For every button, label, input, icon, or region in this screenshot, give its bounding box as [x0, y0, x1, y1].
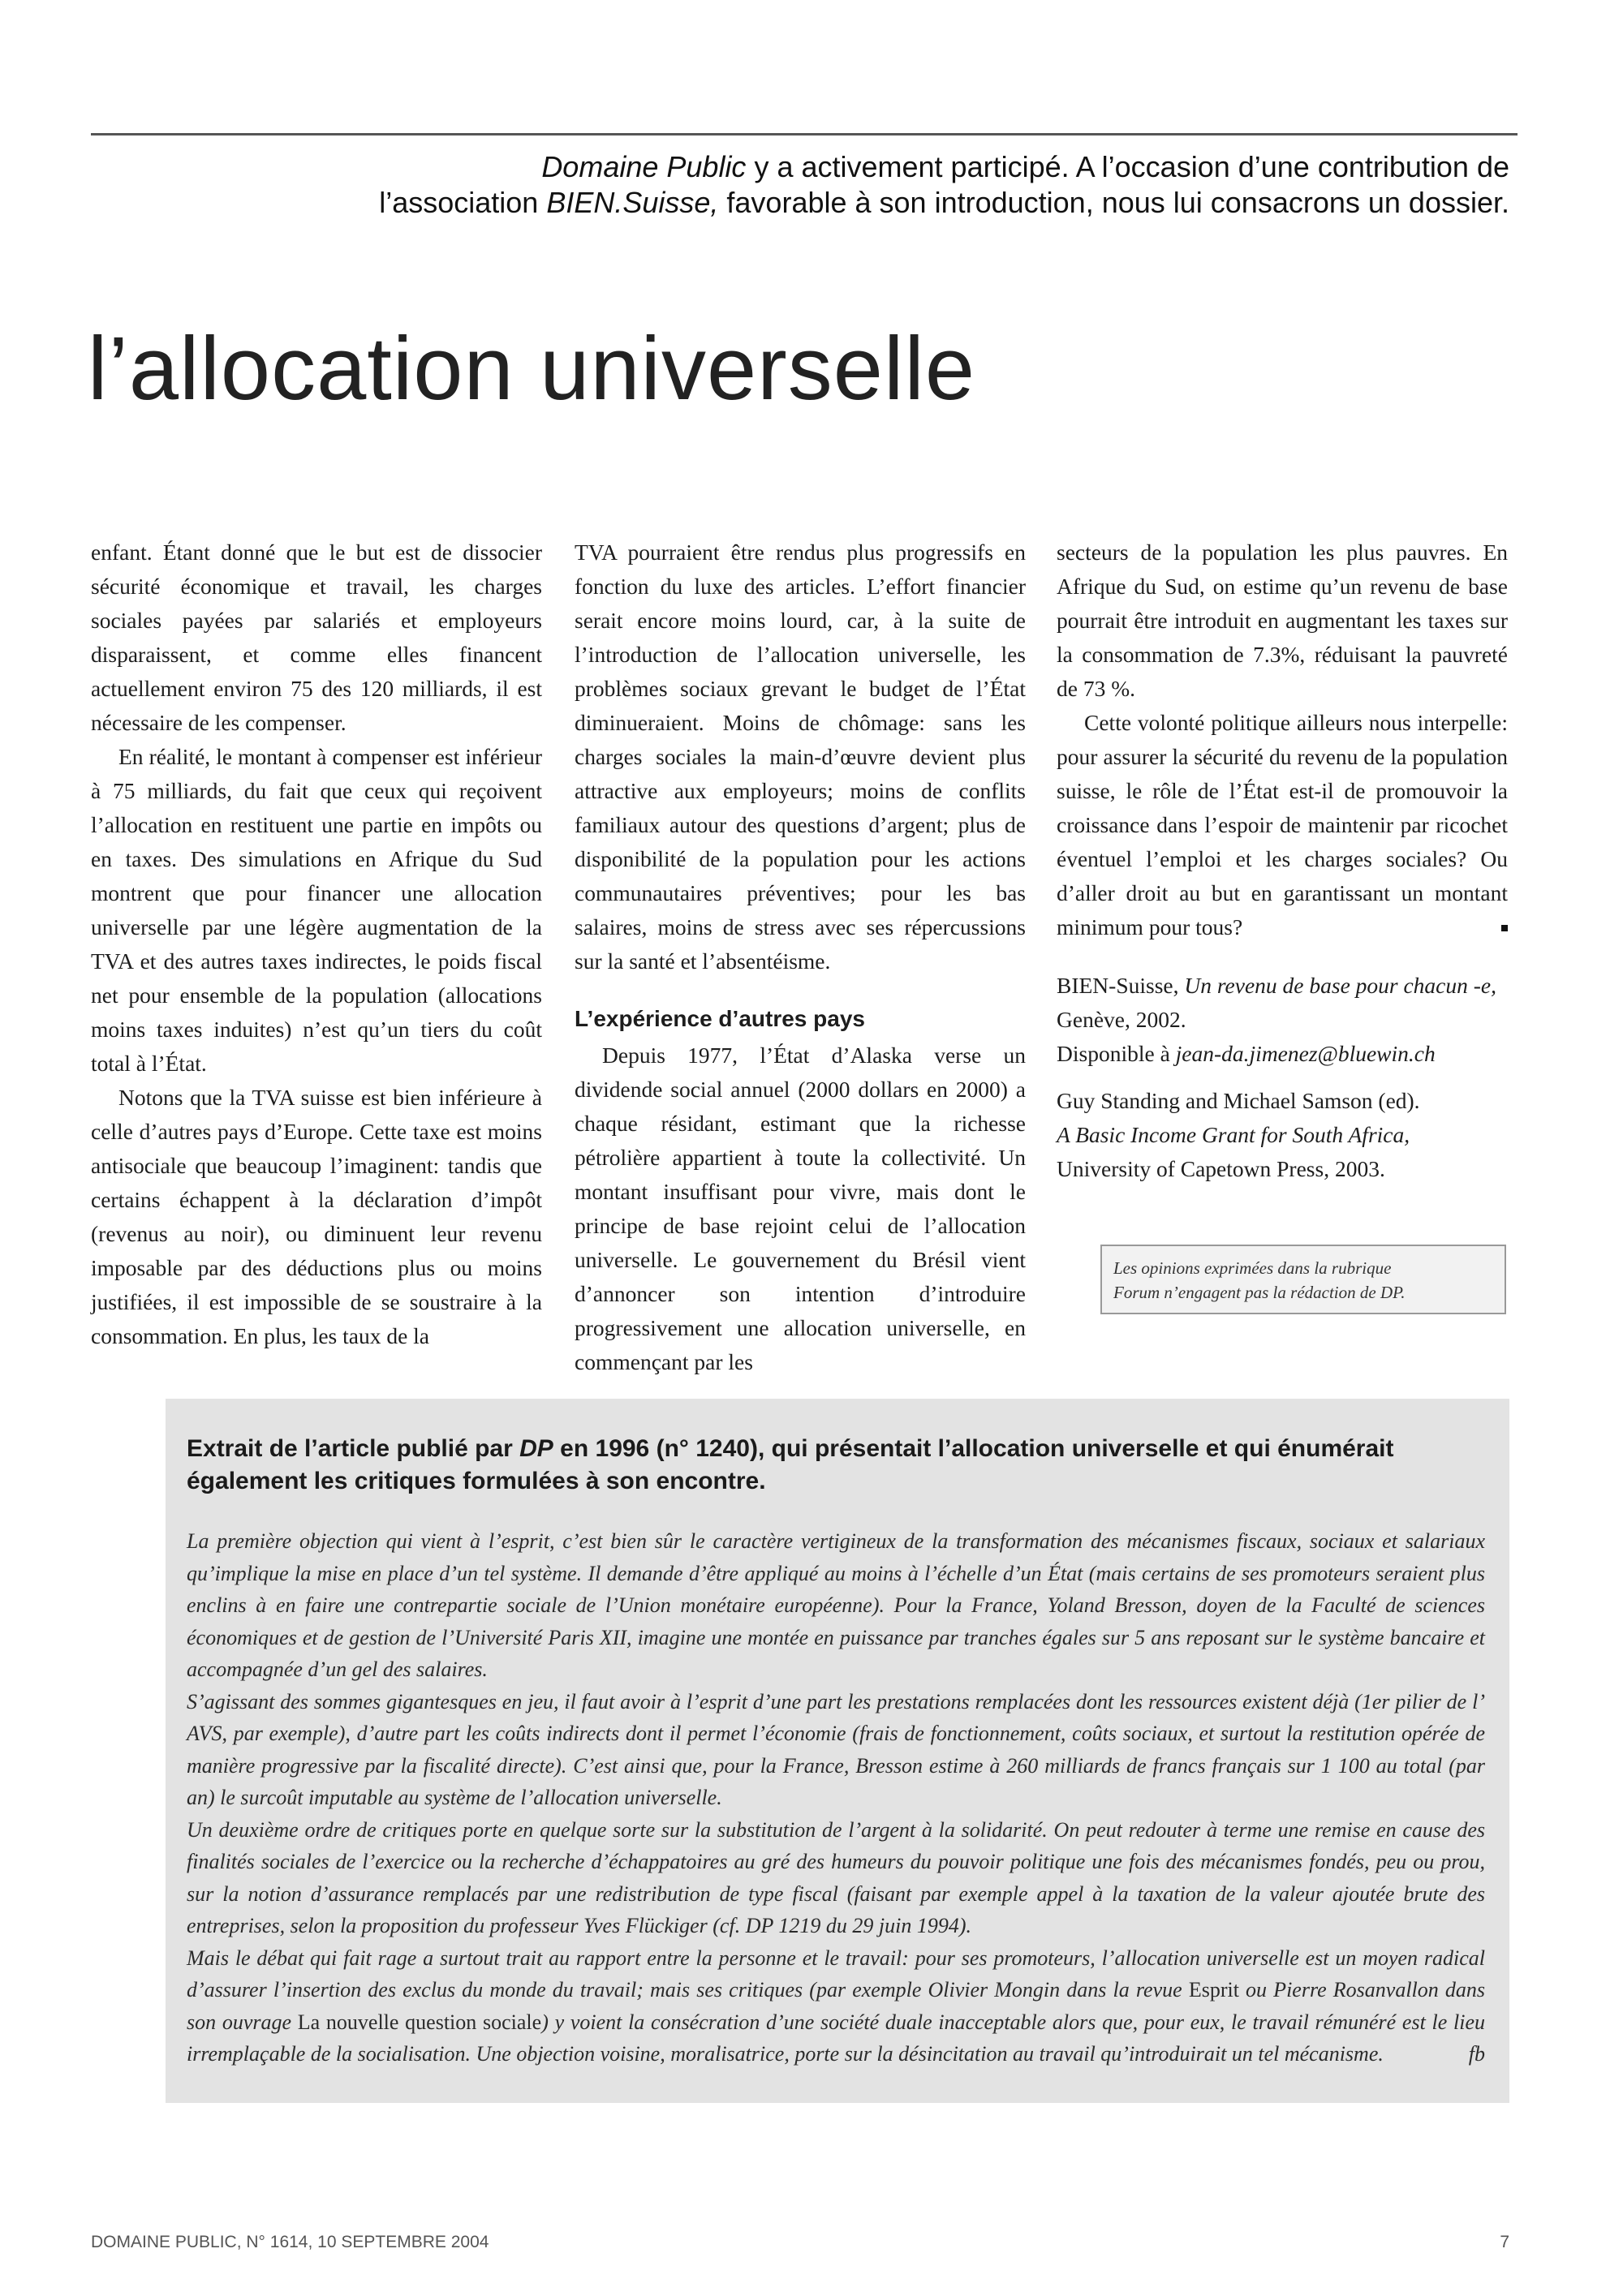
excerpt-title-dp: DP	[519, 1435, 553, 1462]
bib-1-title: Un revenu de base pour chacun -e,	[1184, 973, 1496, 998]
col2-paragraph-2: Depuis 1977, l’État d’Alaska verse un dividende social annuel (2000 dollars en 2000) a chaque résidant, estimant que la richesse pétrolière appartient à toute la collectivité. Un montant insuffisant pour vivre, mais dont le principe de base rejoint celui de l’allocation universelle. Le gouvernement du Brésil vient d’annoncer son intention d’introduire progressivement une allocation universelle, en commençant par les	[575, 1043, 1026, 1374]
excerpt-box	[166, 1399, 1509, 2103]
excerpt-title-start: Extrait de l’article publié par	[187, 1435, 520, 1462]
excerpt-p4-part-b: ou Pierre Rosanvallon dans son ouvrage	[187, 1978, 1486, 2034]
excerpt-paragraph-2: S’agissant des sommes gigantesques en jeu, il faut avoir à l’esprit d’une part les prestations remplacées dont les ressources existent déjà (1er pilier de l’ AVS, par exemple), d’autre part les coûts indirects dont il permet l’économie (frais de fonctionnement, coûts sociaux, et surtout la restitution opérée de manière progressive par la fiscalité directe). C’est ainsi que, pour la France, Bresson estime à 260 milliards de francs français sur 1 100 au total (par an) le surcoût imputable au système de l’allocation universelle.	[187, 1689, 1485, 1809]
excerpt-p4-book: La nouvelle question sociale	[297, 2010, 542, 2034]
disclaimer-line-2: Forum n’engagent pas la rédaction de DP.	[1113, 1283, 1406, 1302]
intro-publication-name: Domaine Public	[541, 150, 747, 183]
intro-standfirst	[91, 149, 1509, 221]
bibliography	[1057, 969, 1508, 1186]
col1-paragraph-1: enfant. Étant donné que le but est de dissocier sécurité économique et travail, les charges sociales payées par salariés et employeurs disparaissent, et comme elles financent actuellement environ 75 des 120 milliards, il est nécessaire de les compenser.	[91, 540, 542, 735]
end-of-article-icon	[1501, 925, 1508, 931]
contact-email-link[interactable]: jean-da.jimenez@bluewin.ch	[1175, 1041, 1436, 1066]
article-headline: l’allocation universelle	[88, 319, 976, 419]
excerpt-p4-part-c: ) y voient la consécration d’une société duale inacceptable alors que, pour eux, le travail rémunéré est le lieu irremplaçable de la socialisation. Une objection voisine, moralisatrice, porte sur la désincitation au travail qu’introduirait un tel mécanisme.	[187, 2010, 1485, 2066]
intro-line-2	[91, 185, 1509, 221]
top-rule	[91, 133, 1518, 135]
bib-entry-2	[1057, 1037, 1508, 1071]
page-number: 7	[1500, 2233, 1509, 2251]
column-1	[91, 535, 542, 1353]
intro-line-1	[91, 149, 1509, 185]
footer-publication-info: DOMAINE PUBLIC, N° 1614, 10 SEPTEMBRE 2004	[91, 2233, 489, 2251]
excerpt-p4-journal: Esprit	[1188, 1978, 1239, 2001]
disclaimer-line-1: Les opinions exprimées dans la rubrique	[1113, 1258, 1392, 1278]
excerpt-title	[187, 1433, 1485, 1498]
col1-paragraph-2: En réalité, le montant à compenser est inférieur à 75 milliards, du fait que ceux qui reçoivent l’allocation en restituent une partie en impôts ou en taxes. Des simulations en Afrique du Sud montrent que pour financer une allocation universelle par une légère augmentation de la TVA et des autres taxes indirectes, le poids fiscal net pour ensemble de la population (allocations moins taxes induites) n’est qu’un tiers du coût total à l’État.	[91, 744, 542, 1076]
excerpt-paragraph-3: Un deuxième ordre de critiques porte en quelque sorte sur la substitution de l’argent à la solidarité. On peut redouter à terme une remise en cause des finalités sociales de l’exercice ou la recherche d’échappatoires au gré des humeurs du pouvoir politique une fois des mécanismes fondés, peu ou prou, sur la notion d’assurance remplacés par une redistribution de type fiscal (faisant par exemple appel à la taxation de la valeur ajoutée brute des entreprises, selon la proposition du professeur Yves Flückiger (cf. DP 1219 du 29 juin 1994).	[187, 1817, 1485, 1937]
excerpt-title-rest: en 1996 (n° 1240), qui présentait l’allocation universelle et qui énumérait également les critiques formulées à son encontre.	[187, 1435, 1394, 1494]
intro-line-1-text: y a activement participé. A l’occasion d’une contribution de	[746, 150, 1509, 183]
forum-disclaimer	[1100, 1245, 1506, 1314]
bib-entry-1-place: Genève, 2002.	[1057, 1007, 1186, 1032]
bib-2-label: Disponible à	[1057, 1041, 1176, 1066]
bib-entry-3-author: Guy Standing and Michael Samson (ed).	[1057, 1088, 1420, 1113]
bib-1-author: BIEN-Suisse,	[1057, 973, 1185, 998]
col2-paragraph-1: TVA pourraient être rendus plus progressifs en fonction du luxe des articles. L’effort financier serait encore moins lourd, car, à la suite de l’introduction de l’allocation universelle, les problèmes sociaux grevant le budget de l’État diminueraient. Moins de chômage: sans les charges sociales la main-d’œuvre devient plus attractive aux employeurs; moins de conflits familiaux autour des questions d’argent; plus de disponibilité de la population pour les actions communautaires préventives; pour les bas salaires, moins de stress avec ses répercussions sur la santé et l’absentéisme.	[575, 540, 1026, 974]
excerpt-paragraph-1: La première objection qui vient à l’esprit, c’est bien sûr le caractère vertigineux de la transformation des mécanismes fiscaux, sociaux et salariaux qu’implique la mise en place d’un tel système. Il demande d’être appliqué au moins à l’échelle d’un État (mais certains de ses promoteurs seraient plus enclins à en faire une contrepartie sociale de l’Union monétaire européenne). Pour la France, Yoland Bresson, doyen de la Faculté de sciences économiques et de gestion de l’Université Paris XII, imagine une montée en puissance par tranches égales sur 5 ans reposant sur le système bancaire et accompagnée d’un gel des salaires.	[187, 1529, 1485, 1681]
excerpt-signature: fb	[1468, 2042, 1485, 2066]
excerpt-paragraph-4	[187, 1942, 1485, 2070]
section-subhead: L’expérience d’autres pays	[575, 1006, 865, 1031]
column-3	[1057, 535, 1508, 1186]
column-2	[575, 535, 1026, 1379]
bib-entry-1	[1057, 969, 1508, 1003]
excerpt-p4-part-a: Mais le débat qui fait rage a surtout trait au rapport entre la personne et le travail: pour ses promoteurs, l’allocation universelle est un moyen radical d’assurer l’insertion des exclus du monde du travail; mais ses critiques (par exemple Olivier Mongin dans la revue	[187, 1946, 1485, 2001]
bib-entry-3-title: A Basic Income Grant for South Africa,	[1057, 1122, 1410, 1147]
col3-paragraph-1: secteurs de la population les plus pauvres. En Afrique du Sud, on estime qu’un revenu de base pourrait être introduit en augmentant les taxes sur la consommation de 7.3%, réduisant la pauvreté de 73 %.	[1057, 540, 1508, 701]
intro-line-2-start: l’association	[379, 186, 547, 219]
intro-line-2-text: favorable à son introduction, nous lui consacrons un dossier.	[718, 186, 1509, 219]
col1-paragraph-3: Notons que la TVA suisse est bien inférieure à celle d’autres pays d’Europe. Cette taxe est moins antisociale que beaucoup l’imaginent: tandis que certains échappent à la déclaration d’impôt (revenus au noir), ou diminuent leur revenu imposable par des déductions plus ou moins justifiées, il est impossible de se soustraire à la consommation. En plus, les taux de la	[91, 1085, 542, 1348]
col3-paragraph-2	[1057, 706, 1508, 944]
col3-paragraph-2-text: Cette volonté politique ailleurs nous interpelle: pour assurer la sécurité du revenu de la population suisse, le rôle de l’État est-il de promouvoir la croissance dans l’espoir de maintenir par ricochet éventuel l’emploi et les charges sociales? Ou d’aller droit au but en garantissant un montant minimum pour tous?	[1057, 710, 1508, 939]
intro-association-name: BIEN.Suisse,	[546, 186, 719, 219]
page-footer	[91, 2233, 1509, 2252]
bib-entry-3-publisher: University of Capetown Press, 2003.	[1057, 1156, 1385, 1181]
excerpt-body	[187, 1525, 1485, 2070]
